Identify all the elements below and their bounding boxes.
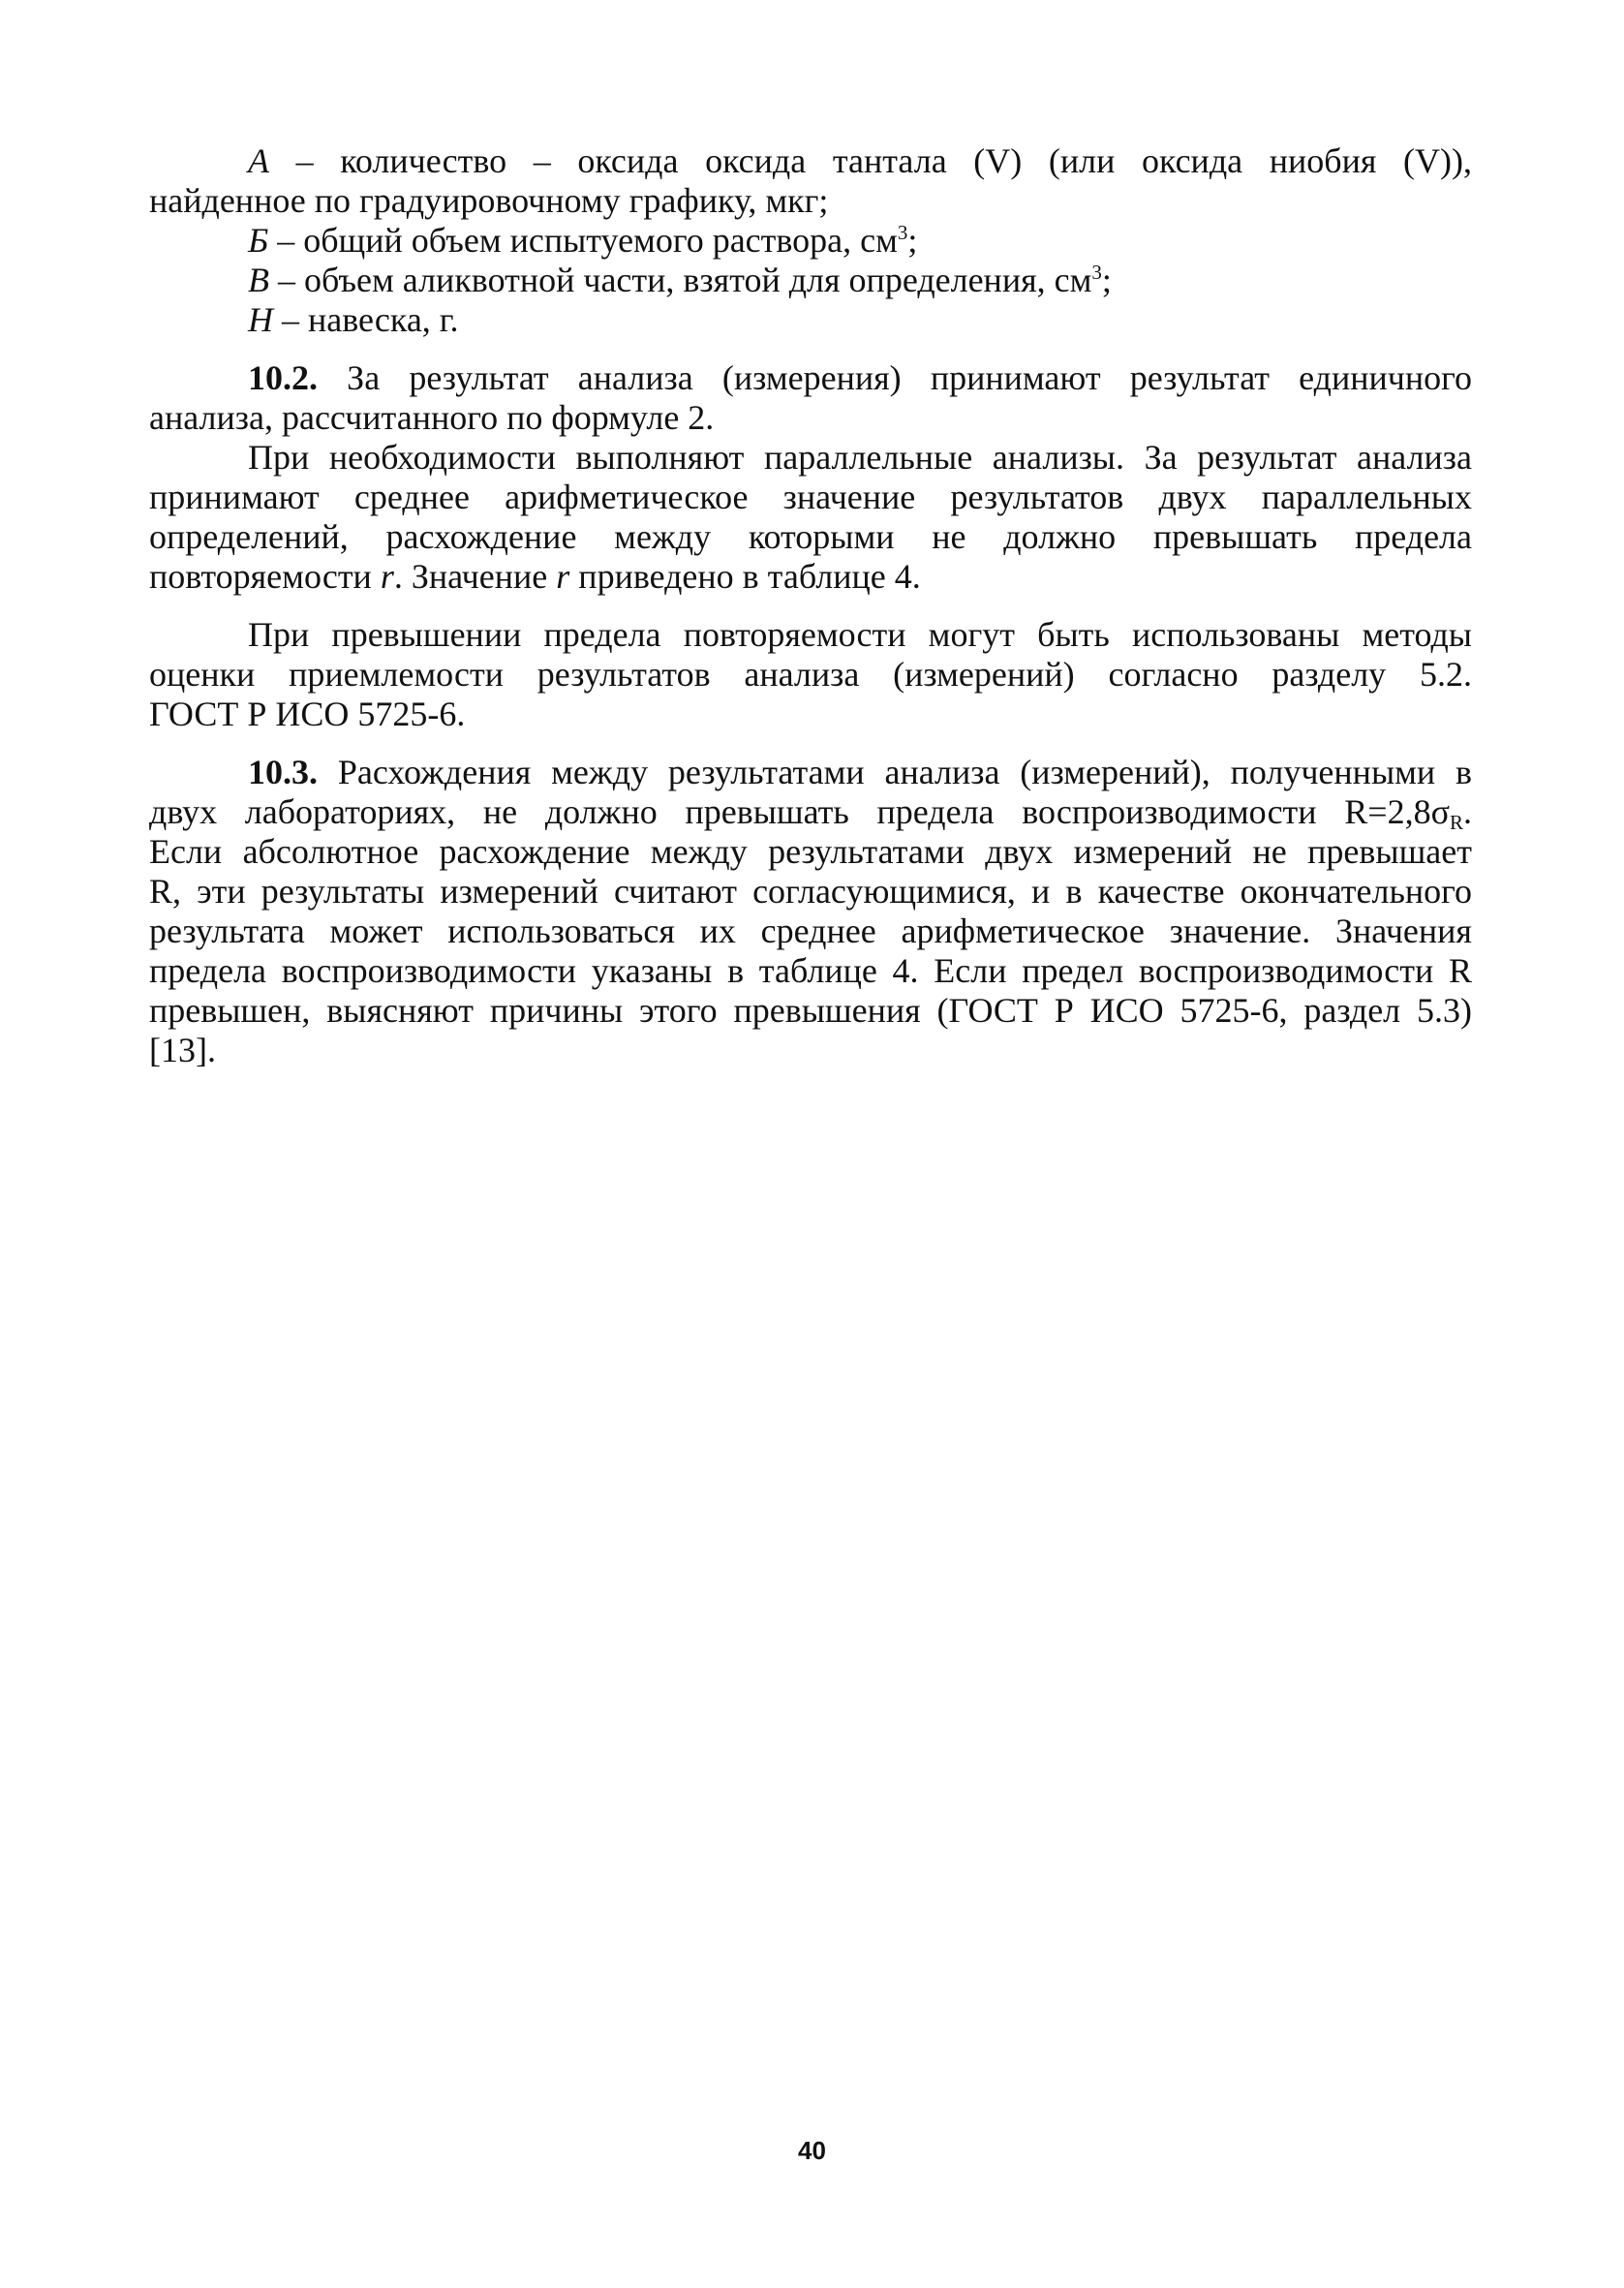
section-10-3-number: 10.3. [248, 753, 318, 791]
page-body [149, 141, 1472, 1070]
definition-n [149, 300, 1472, 340]
definition-v [149, 261, 1472, 300]
paragraph-parallel-text-1: повторяемости [149, 557, 381, 596]
section-10-2 [149, 358, 1472, 438]
section-10-3-line-6: предела воспроизводимости указаны в таблице 4. Если предел воспроизводимости R [149, 951, 1472, 990]
repeatability-symbol-2: r [556, 557, 570, 596]
section-10-3-line-7: превышен, выясняют причины этого превышения (ГОСТ Р ИСО 5725-6, раздел 5.3) [149, 991, 1472, 1030]
paragraph-parallel-line-4 [149, 557, 1472, 597]
section-10-3-line-2-tail: . [1463, 792, 1472, 831]
definition-v-symbol: В [248, 261, 269, 299]
definition-b [149, 221, 1472, 261]
paragraph-parallel-line-3: определений, расхождение между которыми не должно превышать предела [149, 517, 1472, 556]
section-10-3 [149, 753, 1472, 1070]
definitions-block [149, 141, 1472, 340]
definition-a-line-1 [149, 141, 1472, 181]
paragraph-parallel-text-2: . Значение [393, 557, 557, 596]
paragraph-exceed-line-3: ГОСТ Р ИСО 5725-6. [149, 695, 466, 733]
section-10-3-line-2 [149, 792, 1472, 832]
section-10-3-line-4: R, эти результаты измерений считают согласующимися, и в качестве окончательного [149, 872, 1472, 911]
definition-b-symbol: Б [248, 221, 269, 260]
definition-b-superscript: 3 [897, 221, 908, 244]
definition-a-symbol: А [248, 141, 269, 180]
paragraph-parallel-line-2: принимают среднее арифметическое значение результатов двух параллельных [149, 478, 1472, 516]
section-10-3-text: Расхождения между результатами анализа (измерений), полученными в [318, 753, 1472, 791]
definition-v-tail: ; [1101, 261, 1112, 299]
section-10-3-line-8: [13]. [149, 1031, 216, 1069]
definition-v-superscript: 3 [1091, 261, 1102, 284]
definition-a-text: – количество – оксида оксида тантала (V) (или оксида ниобия (V)), [269, 141, 1472, 180]
paragraph-parallel-text-3: приведено в таблице 4. [569, 557, 921, 596]
section-10-3-line-1 [149, 753, 1472, 792]
definition-v-text: – объем аликвотной части, взятой для определения, см [269, 261, 1092, 299]
section-10-3-line-3: Если абсолютное расхождение между результатами двух измерений не превышает [149, 832, 1472, 871]
section-10-2-number: 10.2. [248, 358, 318, 397]
paragraph-exceed-line-2: оценки приемлемости результатов анализа (измерений) согласно разделу 5.2. [149, 655, 1472, 694]
definition-n-text: – навеска, г. [273, 300, 459, 339]
paragraph-parallel-line-1: При необходимости выполняют параллельные анализы. За результат анализа [248, 438, 1472, 477]
section-10-3-line-2-text: двух лабораториях, не должно превышать предела воспроизводимости R=2,8σ [149, 792, 1450, 831]
section-10-2-line-2: анализа, рассчитанного по формуле 2. [149, 398, 715, 437]
paragraph-parallel-analyses [149, 438, 1472, 597]
section-10-2-line-1 [149, 358, 1472, 398]
repeatability-symbol: r [380, 557, 394, 596]
section-10-2-text: За результат анализа (измерения) принимают результат единичного [318, 358, 1472, 397]
definition-b-tail: ; [907, 221, 918, 260]
definition-n-symbol: Н [248, 300, 273, 339]
definition-b-text: – общий объем испытуемого раствора, см [268, 221, 898, 260]
sigma-subscript: R [1449, 811, 1463, 834]
page-number: 40 [798, 2136, 826, 2165]
definition-a-line-2: найденное по градуировочному графику, мкг; [149, 181, 829, 220]
section-10-3-line-5: результата может использоваться их среднее арифметическое значение. Значения [149, 912, 1472, 950]
paragraph-exceeding-repeatability [149, 615, 1472, 734]
paragraph-exceed-line-1: При превышении предела повторяемости могут быть использованы методы [248, 615, 1472, 654]
